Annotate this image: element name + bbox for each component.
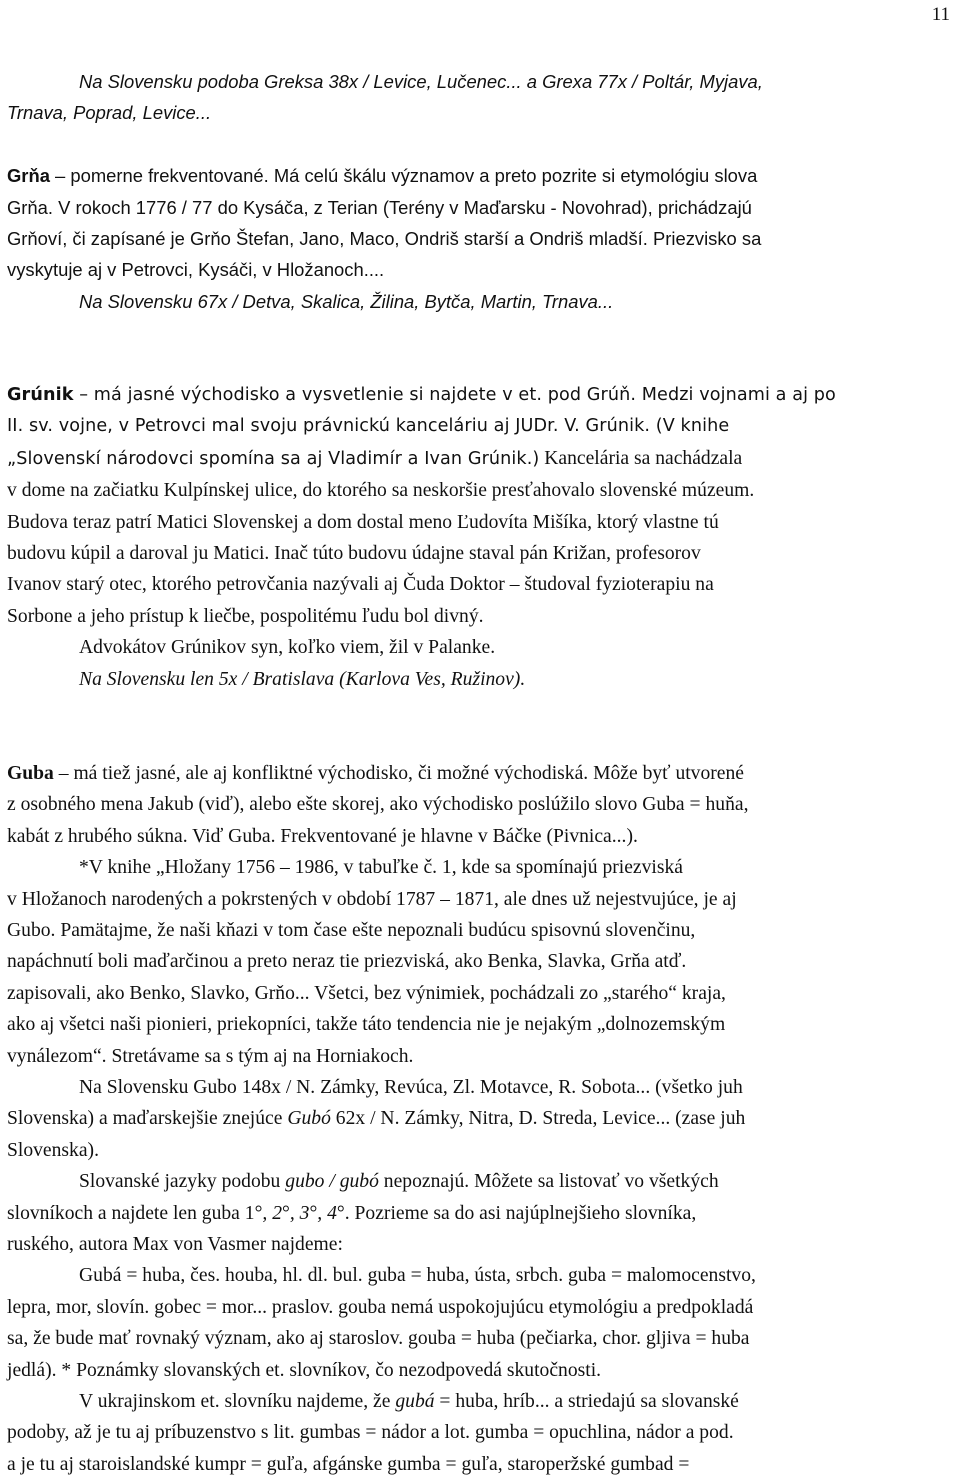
grunik-line7: Ivanov starý otec, ktorého petrovčania nazývali aj Čuda Doktor – študoval fyzioterapiu na <box>7 574 714 596</box>
section-grna <box>7 160 953 317</box>
grna-line3: Grňoví, či zapísané je Grňo Štefan, Jano, Maco, Ondriš starší a Ondriš mladší. Priezvisko sa <box>7 228 762 250</box>
spacer <box>7 695 953 758</box>
grunik-line1-text: – má jasné východisko a vysvetlenie si najdete v et. pod Grúň. Medzi vojnami a aj po <box>73 385 836 406</box>
guba-line15 <box>7 1198 953 1229</box>
guba-line22: podoby, až je tu aj príbuzenstvo s lit. gumbas = nádor a lot. gumba = opuchlina, nádor a pod. <box>7 1422 734 1444</box>
guba-line4: *V knihe „Hložany 1756 – 1986, v tabuľke č. 1, kde sa spomínajú priezviská <box>79 857 683 879</box>
guba-line17: Gubá = huba, čes. houba, hl. dl. bul. guba = huba, ústa, srbch. guba = malomocenstvo, <box>79 1265 756 1287</box>
section-guba <box>7 758 953 1480</box>
grunik-line9: Advokátov Grúnikov syn, koľko viem, žil v Palanke. <box>79 637 496 659</box>
guba-line14 <box>7 1166 953 1197</box>
grunik-term: Grúnik <box>7 385 74 406</box>
guba-line15-deg2: ° <box>282 1202 290 1224</box>
guba-line14-forms: gubo / gubó <box>285 1171 379 1193</box>
grunik-line3-text: Kancelária sa nachádzala <box>539 447 743 469</box>
guba-line21-c: = huba, hríb... a striedajú sa slovanské <box>434 1391 739 1413</box>
guba-line15-deg1: ° <box>254 1202 263 1224</box>
guba-line1-text: – má tiež jasné, ale aj konfliktné východisko, či možné východiská. Môže byť utvorené <box>53 762 744 784</box>
guba-line20: jedlá). * Poznámky slovanských et. slovníkov, čo nezodpovedá skutočnosti. <box>7 1359 602 1381</box>
guba-line14-a: Slovanské jazyky podobu <box>79 1171 286 1193</box>
section-grunik <box>7 380 953 695</box>
guba-line7: napáchnutí boli maďarčinou a preto neraz tie priezviská, ako Benka, Slavka, Grňa atď. <box>7 951 687 973</box>
guba-line21-a: V ukrajinskom et. slovníku najdeme, že <box>79 1391 396 1413</box>
page-number: 11 <box>931 4 950 25</box>
guba-line18: lepra, mor, slovín. gobec = mor... praslov. gouba nemá uspokojujúcu etymológiu a predpokladá <box>7 1296 754 1318</box>
guba-line15-g: , 4 <box>317 1202 337 1224</box>
guba-line1 <box>7 758 953 789</box>
grunik-line8: Sorbone a jeho prístup k liečbe, pospolitému ľudu bol divný. <box>7 605 484 627</box>
guba-line6: Gubo. Pamätajme, že naši kňazi v tom čase ešte nepoznali budúcu spisovnú slovenčinu, <box>7 919 696 941</box>
guba-line8: zapisovali, ako Benko, Slavko, Grňo... Všetci, bez výnimiek, pochádzali zo „starého“ kraja, <box>7 982 726 1004</box>
grunik-line6: budovu kúpil a daroval ju Matici. Inač túto budovu údajne staval pán Križan, profesorov <box>7 543 701 565</box>
guba-line23: a je tu aj staroislandské kumpr = guľa, afgánske gumba = guľa, staroperžské gumbad = <box>7 1453 690 1475</box>
guba-line15-deg4: ° <box>336 1202 345 1224</box>
guba-line12-a: Slovenska) a maďarskejšie znejúce <box>7 1108 288 1130</box>
grunik-line3 <box>7 443 953 475</box>
grna-line4: vyskytuje aj v Petrovci, Kysáči, v Hložanoch.... <box>7 259 385 281</box>
guba-line21 <box>7 1386 953 1417</box>
guba-line9: ako aj všetci naši pionieri, priekopníci, takže táto tendencia nie je nejakým „dolnozemským <box>7 1014 726 1036</box>
guba-line13: Slovenska). <box>7 1139 99 1161</box>
guba-line16: ruského, autora Max von Vasmer najdeme: <box>7 1233 343 1255</box>
guba-line15-e: , 3 <box>289 1202 310 1224</box>
guba-line12-c: 62x / N. Zámky, Nitra, D. Streda, Levice... (zase juh <box>330 1108 746 1130</box>
guba-line3: kabát z hrubého súkna. Viď Guba. Frekventované je hlavne v Báčke (Pivnica...). <box>7 825 638 847</box>
spacer <box>7 129 953 160</box>
grunik-slovakia: Na Slovensku len 5x / Bratislava (Karlova Ves, Ružinov). <box>79 668 526 690</box>
grna-line1-text: – pomerne frekventované. Má celú škálu významov a preto pozrite si etymológiu slova <box>49 165 758 187</box>
grunik-line3-book: „Slovenskí národovci spomína sa aj Vladimír a Ivan Grúnik.) <box>7 448 540 469</box>
guba-line12 <box>7 1103 953 1134</box>
grna-line2: Grňa. V rokoch 1776 / 77 do Kysáča, z Terian (Terény v Maďarsku - Novohrad), prichádzajú <box>7 196 752 218</box>
guba-line5: v Hložanoch narodených a pokrstených v období 1787 – 1871, ale dnes už nejestvujúce, je aj <box>7 888 737 910</box>
guba-line14-c: nepoznajú. Môžete sa listovať vo všetkých <box>378 1171 719 1193</box>
grunik-line5: Budova teraz patrí Matici Slovenskej a dom dostal meno Ľudovíta Mišíka, ktorý vlastne tú <box>7 511 719 533</box>
grna-term: Grňa <box>7 165 50 187</box>
guba-line15-deg3: ° <box>309 1202 318 1224</box>
grna-line1 <box>7 160 953 191</box>
guba-line19: sa, že bude mať rovnaký význam, ako aj staroslov. gouba = huba (pečiarka, chor. gljiva = huba <box>7 1328 750 1350</box>
guba-term: Guba <box>7 762 54 784</box>
guba-line12-gubo: Gubó <box>287 1108 331 1130</box>
grunik-line1 <box>7 380 953 411</box>
guba-line10: vynálezom“. Stretávame sa s tým aj na Horniakoch. <box>7 1045 414 1067</box>
guba-line15-c: , 2 <box>262 1202 283 1224</box>
greksa-slovakia-line2: Trnava, Poprad, Levice... <box>7 102 212 124</box>
grunik-line4: v dome na začiatku Kulpínskej ulice, do ktorého sa neskoršie presťahovalo slovenské múzeum. <box>7 480 755 502</box>
guba-line11: Na Slovensku Gubo 148x / N. Zámky, Revúca, Zl. Motavce, R. Sobota... (všetko juh <box>79 1076 743 1098</box>
guba-line15-i: . Pozrieme sa do asi najúplnejšieho slovníka, <box>344 1202 697 1224</box>
grunik-line2: II. sv. vojne, v Petrovci mal svoju právnickú kanceláriu aj JUDr. V. Grúnik. (V knihe <box>7 416 730 437</box>
spacer <box>7 317 953 380</box>
guba-line2: z osobného mena Jakub (viď), alebo ešte skorej, ako východisko poslúžilo slovo Guba = huňa, <box>7 794 749 816</box>
grna-slovakia: Na Slovensku 67x / Detva, Skalica, Žilina, Bytča, Martin, Trnava... <box>79 290 614 312</box>
guba-line21-guba: gubá <box>395 1391 435 1413</box>
greksa-slovakia-line1: Na Slovensku podoba Greksa 38x / Levice, Lučenec... a Grexa 77x / Poltár, Myjava, <box>79 71 763 92</box>
document-body <box>7 66 953 1480</box>
section-greksa <box>7 66 953 129</box>
guba-line15-a: slovníkoch a najdete len guba 1 <box>7 1202 255 1224</box>
